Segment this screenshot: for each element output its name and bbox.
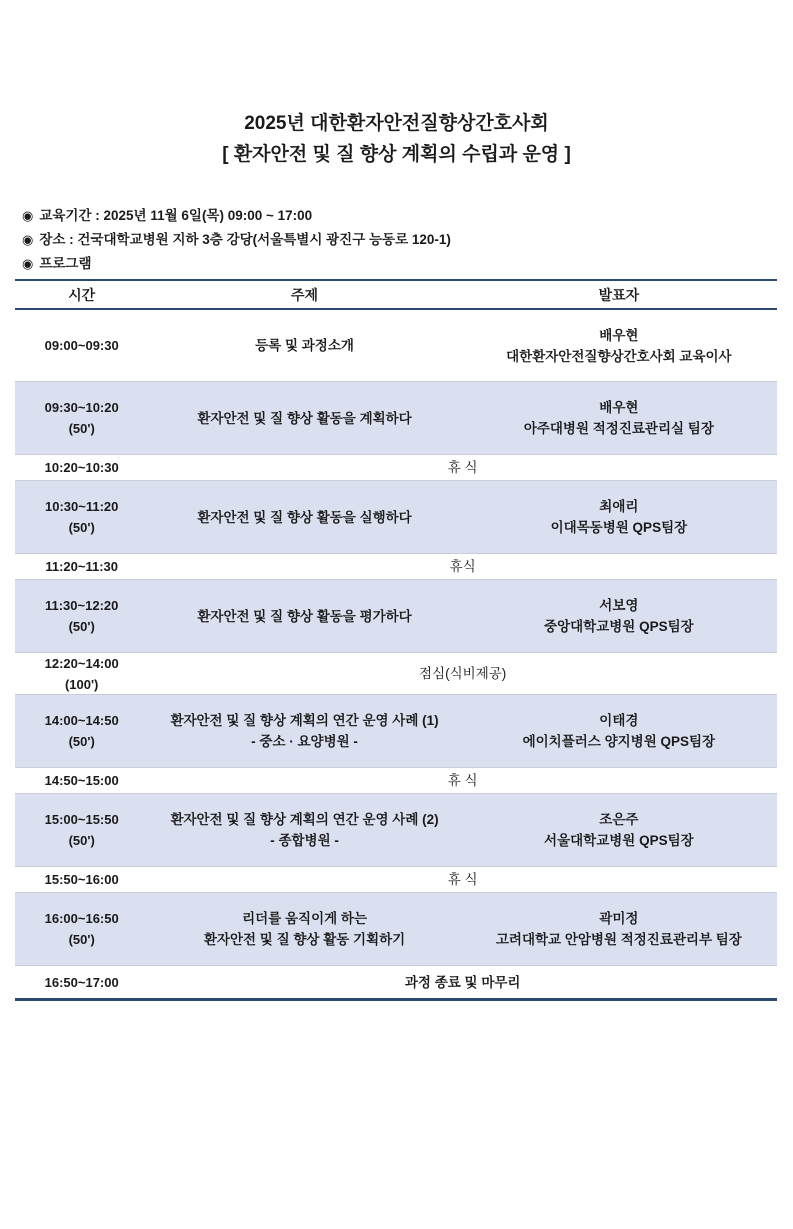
time-cell (15, 710, 148, 752)
cell-line: 10:30~11:20 (44, 499, 119, 514)
topic-cell (148, 809, 460, 851)
cell-line: 최애리 (599, 499, 639, 514)
cell-line: 휴 식 (447, 773, 478, 788)
header-topic: 주제 (291, 286, 319, 303)
topic-cell (148, 908, 460, 950)
cell-line: 16:00~16:50 (44, 911, 119, 926)
info-period-text: 교육기간 : 2025년 11월 6일(목) 09:00 ~ 17:00 (39, 208, 313, 223)
presenter-cell (461, 496, 777, 538)
merged-cell (148, 770, 777, 791)
table-row (15, 454, 777, 480)
cell-line: 환자안전 및 질 향상 활동을 실행하다 (197, 509, 412, 525)
cell-line: (100') (64, 676, 99, 692)
cell-line: 대한환자안전질향상간호사회 교육이사 (506, 348, 732, 364)
cell-line: 휴 식 (447, 460, 478, 475)
cell-line: 아주대병원 적정진료관리실 팀장 (523, 421, 714, 436)
topic-cell (148, 335, 460, 356)
cell-line: 15:00~15:50 (44, 812, 119, 827)
merged-cell (148, 972, 777, 993)
bullet-icon: ◉ (22, 208, 34, 223)
table-row (15, 579, 777, 652)
info-program-text: 프로그램 (39, 256, 92, 271)
cell-line: 11:30~12:20 (44, 598, 119, 613)
cell-line: 고려대학교 안암병원 적정진료관리부 팀장 (495, 932, 742, 947)
cell-line: 배우현 (599, 327, 639, 343)
time-cell (15, 335, 148, 356)
cell-line: (50') (68, 833, 95, 848)
cell-line: 과정 종료 및 마무리 (404, 974, 521, 990)
title-line-2: [ 환자안전 및 질 향상 계획의 수립과 운영 ] (222, 144, 571, 165)
time-cell (15, 556, 148, 577)
cell-line: 09:30~10:20 (44, 400, 119, 415)
topic-cell (148, 408, 460, 429)
schedule-table (15, 279, 777, 1001)
cell-line: 15:50~16:00 (44, 872, 119, 887)
cell-line: 배우현 (599, 400, 639, 415)
time-cell (15, 653, 148, 695)
cell-line: 10:20~10:30 (44, 460, 119, 475)
info-line-program (22, 252, 793, 276)
table-row (15, 793, 777, 866)
cell-line: 12:20~14:00 (44, 655, 119, 671)
time-cell (15, 457, 148, 478)
table-row (15, 694, 777, 767)
table-row (15, 892, 777, 965)
merged-cell (148, 869, 777, 890)
cell-line: 리더를 움직이게 하는 (242, 911, 367, 926)
time-cell (15, 809, 148, 851)
time-cell (15, 908, 148, 950)
info-block (22, 204, 793, 276)
cell-line: 휴 식 (447, 872, 478, 887)
table-row (15, 381, 777, 454)
table-row (15, 767, 777, 793)
table-row (15, 310, 777, 381)
merged-cell (148, 663, 777, 684)
table-row (15, 652, 777, 694)
bullet-icon: ◉ (22, 256, 34, 271)
info-venue-text: 장소 : 건국대학교병원 지하 3층 강당(서울특별시 광진구 능동로 120-1) (39, 232, 451, 247)
header-presenter: 발표자 (598, 286, 640, 303)
cell-line: - 중소 · 요양병원 - (251, 734, 358, 749)
cell-line: 환자안전 및 질 향상 활동을 계획하다 (197, 410, 412, 426)
presenter-cell (461, 908, 777, 950)
cell-line: 16:50~17:00 (44, 974, 119, 990)
presenter-cell (461, 809, 777, 851)
cell-line: (50') (68, 619, 95, 634)
info-line-venue (22, 228, 793, 252)
time-cell (15, 972, 148, 993)
schedule-table-body (15, 310, 777, 998)
cell-line: 11:20~11:30 (45, 559, 118, 574)
cell-line: 이태경 (599, 713, 639, 728)
bullet-icon: ◉ (22, 232, 34, 247)
cell-line: 서울대학교병원 QPS팀장 (544, 833, 694, 848)
cell-line: - 종합병원 - (270, 833, 339, 848)
topic-cell (148, 710, 460, 752)
cell-line: 환자안전 및 질 향상 활동을 평가하다 (197, 608, 412, 624)
cell-line: 곽미정 (599, 911, 639, 926)
table-row (15, 866, 777, 892)
cell-line: 서보영 (599, 598, 639, 613)
time-cell (15, 595, 148, 637)
presenter-cell (461, 397, 777, 439)
document-title (0, 108, 793, 170)
presenter-cell (461, 325, 777, 367)
cell-line: 14:00~14:50 (44, 713, 119, 728)
cell-line: 점심(식비제공) (419, 666, 507, 681)
presenter-cell (461, 595, 777, 637)
cell-line: (50') (68, 421, 95, 436)
table-row (15, 480, 777, 553)
cell-line: 환자안전 및 질 향상 활동 기획하기 (203, 932, 406, 947)
title-line-1: 2025년 대한환자안전질향상간호사회 (244, 113, 549, 134)
topic-cell (148, 507, 460, 528)
table-row (15, 965, 777, 998)
cell-line: 에이치플러스 양지병원 QPS팀장 (522, 734, 716, 749)
header-time: 시간 (68, 286, 96, 303)
time-cell (15, 869, 148, 890)
time-cell (15, 770, 148, 791)
cell-line: 휴식 (449, 559, 476, 574)
cell-line: 중앙대학교병원 QPS팀장 (544, 619, 694, 634)
cell-line: (50') (68, 932, 95, 947)
time-cell (15, 496, 148, 538)
cell-line: 09:00~09:30 (44, 338, 119, 353)
time-cell (15, 397, 148, 439)
cell-line: 이대목동병원 QPS팀장 (550, 520, 688, 535)
merged-cell (148, 556, 777, 577)
cell-line: 환자안전 및 질 향상 계획의 연간 운영 사례 (1) (170, 713, 439, 728)
cell-line: (50') (68, 520, 95, 535)
schedule-table-header (15, 281, 777, 310)
info-line-period (22, 204, 793, 228)
table-row (15, 553, 777, 579)
cell-line: 환자안전 및 질 향상 계획의 연간 운영 사례 (2) (170, 812, 439, 827)
presenter-cell (461, 710, 777, 752)
cell-line: (50') (68, 734, 95, 749)
cell-line: 조은주 (599, 812, 639, 827)
cell-line: 등록 및 과정소개 (255, 338, 354, 353)
cell-line: 14:50~15:00 (44, 773, 119, 788)
topic-cell (148, 606, 460, 627)
merged-cell (148, 457, 777, 478)
